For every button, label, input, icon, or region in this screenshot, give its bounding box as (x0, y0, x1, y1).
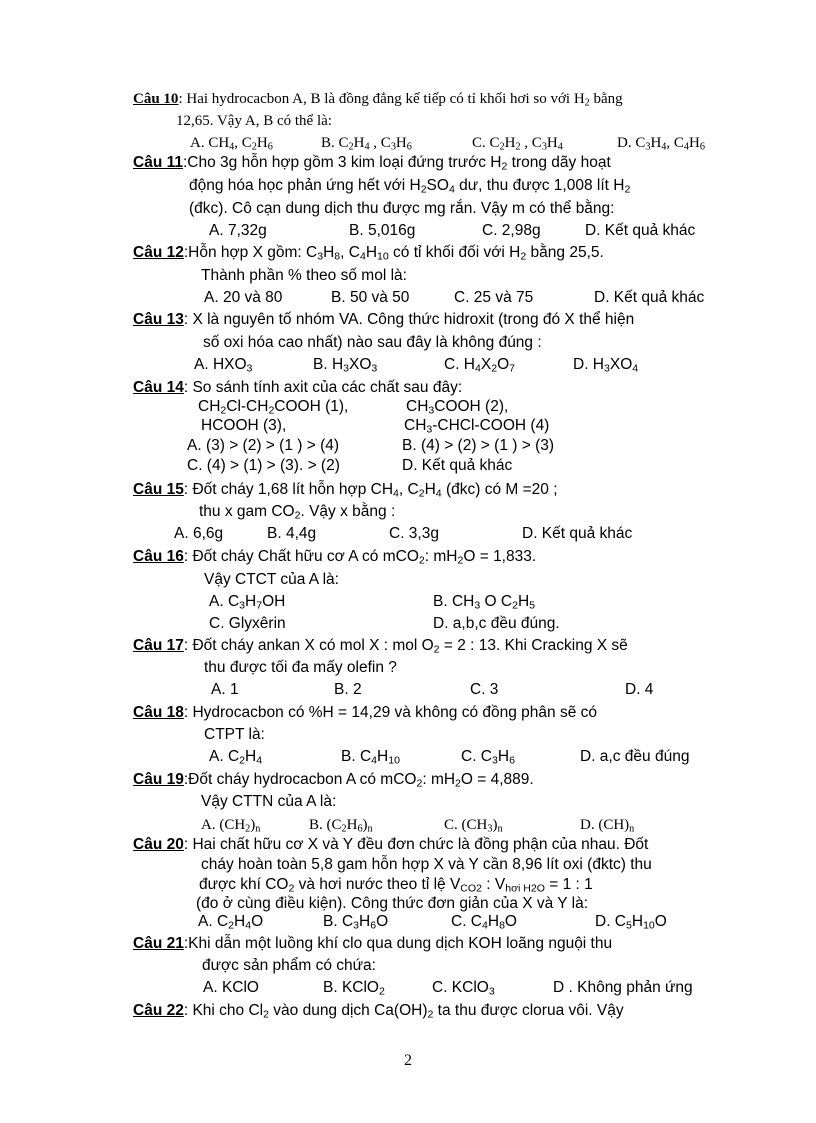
text-line: D. a,b,c đều đúng. (433, 615, 560, 632)
question-label: Câu 20 (133, 836, 184, 853)
text-line: C. KClO$_3$ (432, 979, 495, 998)
text-line: Thành phần % theo số mol là: (201, 267, 407, 284)
text-line: C. Glyxêrin (209, 615, 286, 632)
text-line: B. $H_3XO_3$ (313, 356, 378, 375)
question-line: Câu 18: Hydrocacbon có %H = 14,29 và không có đồng phân sẽ có (133, 704, 598, 721)
text-line: $CH_3COOH$ (2), (406, 398, 509, 417)
question-label: Câu 18 (133, 704, 184, 721)
question-line: Câu 22: Khi cho $Cl_2$ vào dung dịch $Ca(OH)_2$ ta thu được clorua vôi. Vậy (133, 1002, 624, 1021)
text-line: C. $C_2H_2$ , $C_3H_4$ (472, 135, 563, 153)
question-line: Câu 17: Đốt cháy ankan X có mol X : mol $O_2 = 2$ : 13. Khi Cracking X sẽ (133, 637, 628, 656)
text-line: A. 6,6g (174, 525, 224, 542)
page-number: 2 (404, 1052, 412, 1069)
text-line: A. (3) > (2) > (1 ) > (4) (187, 437, 340, 454)
text-line: C. 2,98g (482, 222, 541, 239)
question-label: Câu 10 (133, 91, 179, 107)
text-line: C. 3 (470, 681, 499, 698)
text-line: D. Kết quả khác (594, 289, 705, 306)
text-line: số oxi hóa cao nhất) nào sau đây là không đúng : (203, 334, 542, 351)
text-line: C. $C_4H_8O$ (451, 913, 517, 932)
text-line: B. 50 và 50 (331, 289, 410, 306)
text-line: B. $C_3H_6O$ (323, 913, 389, 932)
text-line: A. KClO (203, 979, 259, 996)
text-line: D. $C_5H_{10}O$ (595, 913, 667, 932)
question-line: Câu 10: Hai hydrocacbon A, B là đồng đẳng kế tiếp có tỉ khối hơi so với $H_2$ bằng (133, 91, 623, 109)
text-line: (đo ở cùng điều kiện). Công thức đơn giản của X và Y là: (196, 895, 589, 912)
text-line: CTPT là: (204, 726, 265, 743)
question-line: Câu 13: X là nguyên tố nhóm VA. Công thức hidroxit (trong đó X thể hiện (133, 311, 635, 328)
question-line: Câu 12:Hỗn hợp X gồm: $C_3H_8$, $C_4H_{10}$ có tỉ khối đối với $H_2$ bằng 25,5. (133, 244, 604, 263)
text-line: $CH_3-CHCl$-COOH (4) (404, 417, 550, 436)
text-line: B. $C_4H_{10}$ (341, 748, 400, 767)
text-line: được khí $CO_2$ và hơi nước theo tỉ lệ $V_{CO2}$ : $V_{hơi H2O} = 1$ : 1 (199, 876, 593, 895)
text-line: D . Không phản ứng (553, 979, 693, 996)
text-line: A. $C_2H_4$ (209, 748, 263, 767)
question-line: Câu 21:Khi dẫn một luồng khí clo qua dung dịch KOH loãng nguội thu (133, 935, 613, 952)
question-line: Câu 19:Đốt cháy hydrocacbon A có mCO$_2$: $mH_2O = 4,889$. (133, 771, 534, 790)
question-label: Câu 17 (133, 637, 184, 654)
question-label: Câu 15 (133, 481, 184, 498)
question-label: Câu 11 (133, 154, 183, 171)
text-line: A. $C_2H_4O$ (198, 913, 264, 932)
text-line: A. 20 và 80 (204, 289, 283, 306)
text-line: $CH_2Cl-CH_2COOH$ (1), (198, 398, 349, 417)
text-line: B. $CH_3$ O $C_2H_5$ (433, 593, 535, 612)
question-label: Câu 21 (133, 935, 184, 952)
text-line: D. Kết quả khác (402, 457, 513, 474)
text-line: C. $C_3H_6$ (461, 748, 515, 767)
text-line: A. $C_3H_7OH$ (209, 593, 286, 612)
text-line: A. 7,32g (209, 222, 267, 239)
question-label: Câu 14 (133, 379, 184, 396)
text-line: B. $C_2H_4$ , $C_3H_6$ (321, 135, 412, 153)
text-line: D. $C_3H_4$, $C_4H_6$ (617, 135, 705, 153)
text-line: D. 4 (625, 681, 654, 698)
text-line: A. $HXO_3$ (194, 356, 253, 375)
text-line: D. a,c đều đúng (580, 748, 690, 765)
text-line: D. Kết quả khác (522, 525, 633, 542)
text-line: A. $(CH_2)_n$ (201, 817, 261, 835)
text-line: (đkc). Cô cạn dung dịch thu được mg rắn. Vậy m có thể bằng: (189, 200, 615, 217)
text-line: thu được tối đa mấy olefin ? (204, 659, 397, 676)
text-line: B. (4) > (2) > (1 ) > (3) (402, 437, 555, 454)
text-line: B. 5,016g (349, 222, 416, 239)
text-line: C. $(CH_3)_n$ (444, 817, 503, 835)
text-line: D. Kết quả khác (585, 222, 696, 239)
question-label: Câu 16 (133, 548, 184, 565)
text-line: Vậy CTCT của A là: (204, 571, 339, 588)
text-line: cháy hoàn toàn 5,8 gam hỗn hợp X và Y cần 8,96 lít oxi (đktc) thu (201, 856, 652, 873)
text-line: động hóa học phản ứng hết với $H_2SO_4$ dư, thu được 1,008 lít $H_2$ (189, 177, 631, 196)
question-line: Câu 20: Hai chất hữu cơ X và Y đều đơn chức là đồng phận của nhau. Đốt (133, 836, 649, 853)
text-line: B. 4,4g (267, 525, 317, 542)
question-line: Câu 11:Cho 3g hỗn hợp gồm 3 kim loại đứng trước $H_2$ trong dãy hoạt (133, 154, 611, 173)
question-label: Câu 22 (133, 1002, 184, 1019)
question-line: Câu 14: So sánh tính axit của các chất sau đây: (133, 379, 463, 396)
question-label: Câu 12 (133, 244, 184, 261)
text-line: Vậy CTTN của A là: (201, 793, 337, 810)
text-line: thu x gam $CO_2$. Vậy x bằng : (199, 503, 396, 522)
text-line: D. $H_3XO_4$ (573, 356, 639, 375)
text-line: D. $(CH)_n$ (580, 817, 635, 835)
question-line: Câu 16: Đốt cháy Chất hữu cơ A có mCO$_2$: $mH_2O = 1,833$. (133, 548, 537, 567)
text-line: B. $(C_2H_6)_n$ (309, 817, 373, 835)
text-line: HCOOH (3), (201, 417, 287, 434)
text-line: C. $H_4X_2O_7$ (444, 356, 515, 375)
text-line: 12,65. Vậy A, B có thể là: (176, 113, 332, 129)
text-line: B. 2 (334, 681, 362, 698)
question-label: Câu 13 (133, 311, 184, 328)
text-line: được sản phẩm có chứa: (202, 957, 376, 974)
question-line: Câu 15: Đốt cháy 1,68 lít hỗn hợp $CH_4$, $C_2H_4$ (đkc) có M =20 ; (133, 481, 558, 500)
text-line: C. (4) > (1) > (3). > (2) (187, 457, 340, 474)
text-line: B. KClO$_2$ (323, 979, 385, 998)
question-label: Câu 19 (133, 771, 184, 788)
text-line: C. 3,3g (389, 525, 439, 542)
text-line: C. 25 và 75 (454, 289, 534, 306)
text-line: A. $CH_4$, $C_2H_6$ (190, 135, 273, 153)
text-line: A. 1 (211, 681, 239, 698)
